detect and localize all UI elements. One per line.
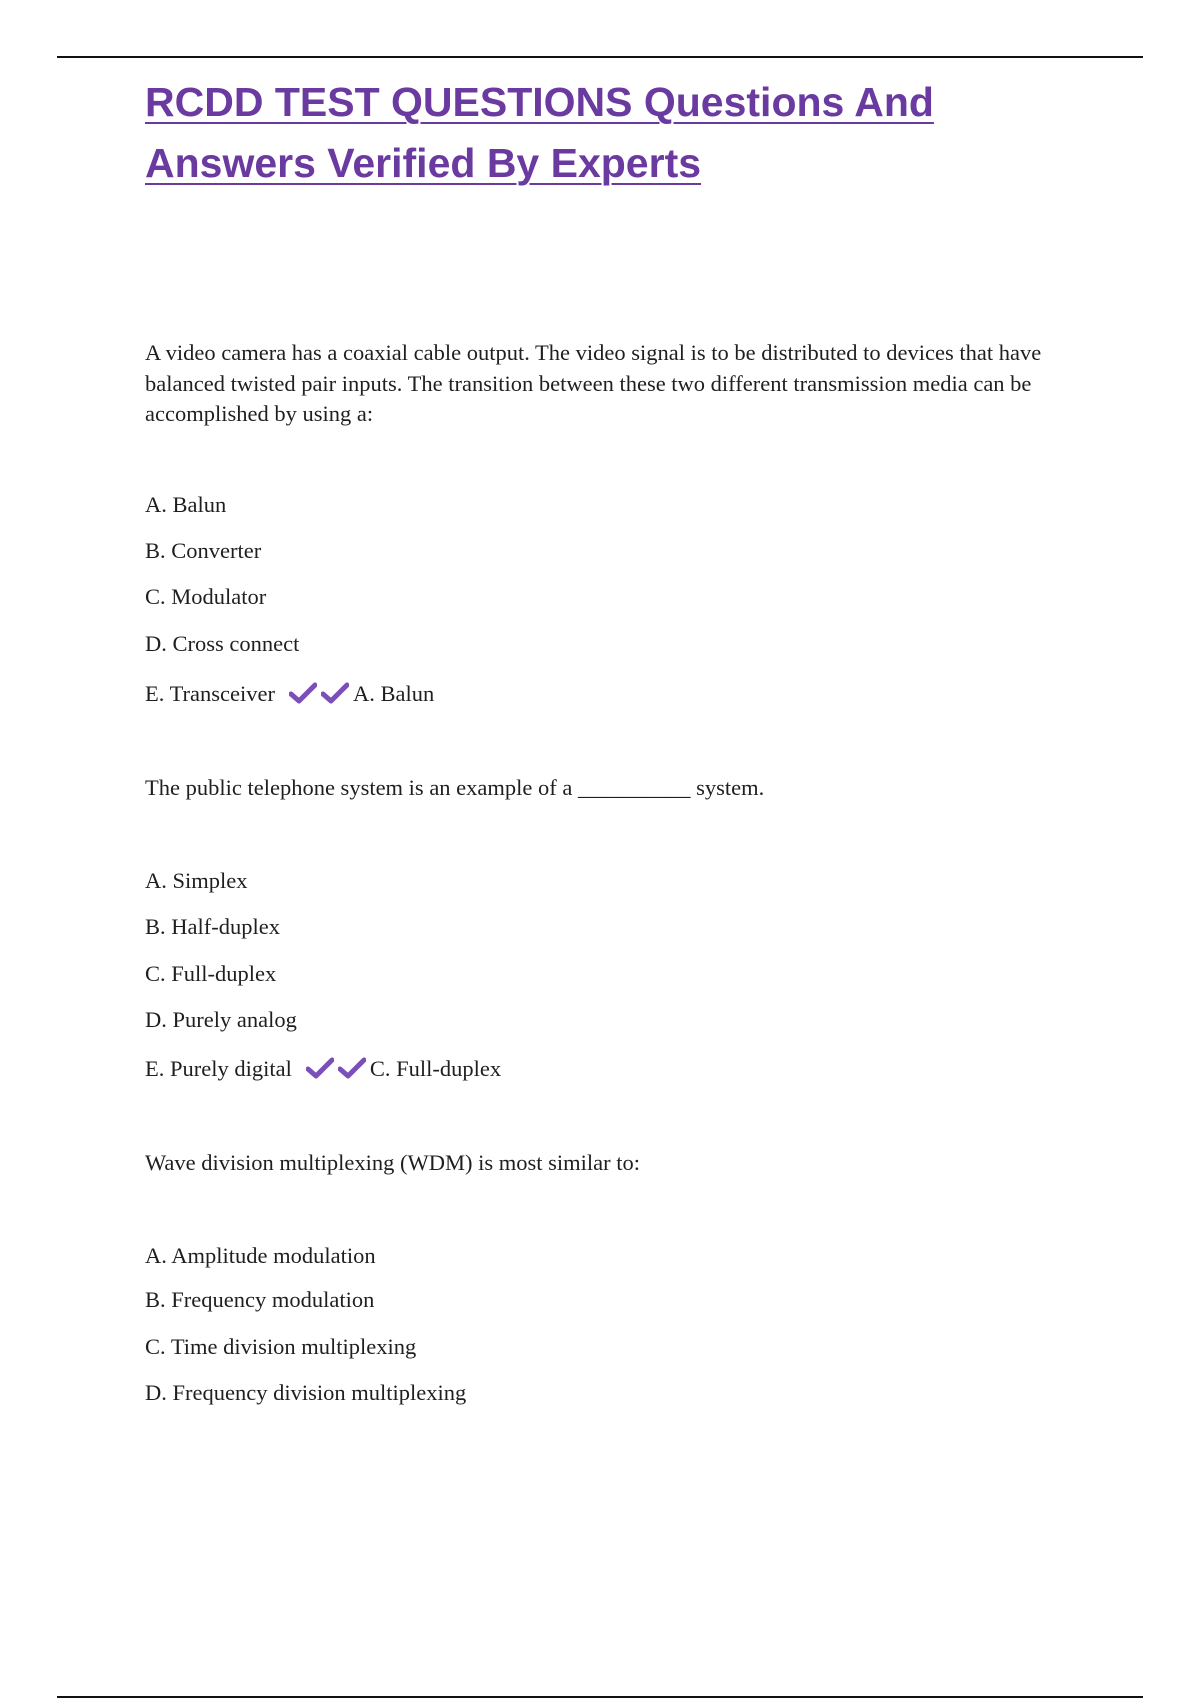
option-2c: C. Full-duplex [145,961,277,986]
check-icon [338,1057,366,1079]
question-3 [145,1148,1105,1179]
option-2e-row [145,1054,501,1084]
option-3b: B. Frequency modulation [145,1287,375,1312]
question-2 [145,773,1105,804]
question-3-text: Wave division multiplexing (WDM) is most similar to: [145,1150,641,1175]
option-2e: E. Purely digital [145,1056,292,1081]
answer-2: C. Full-duplex [369,1056,502,1081]
answer-checks [306,1057,366,1079]
option-3d: D. Frequency division multiplexing [145,1380,467,1405]
check-icon [306,1057,334,1079]
option-1e: E. Transceiver [145,681,275,706]
answer-checks [289,682,349,704]
document-title [145,72,1125,194]
top-rule [57,56,1143,58]
option-1b: B. Converter [145,538,262,563]
question-2-text: The public telephone system is an example of a __________ system. [145,775,765,800]
option-2d: D. Purely analog [145,1007,297,1032]
option-2a: A. Simplex [145,868,248,893]
option-1c: C. Modulator [145,584,267,609]
answer-1: A. Balun [352,681,435,706]
question-1 [145,338,1105,430]
option-3a: A. Amplitude modulation [145,1243,376,1268]
option-3c: C. Time division multiplexing [145,1334,417,1359]
check-icon [289,682,317,704]
option-1d: D. Cross connect [145,631,300,656]
option-2b: B. Half-duplex [145,914,280,939]
option-1a: A. Balun [145,492,227,517]
question-1-text: A video camera has a coaxial cable output. The video signal is to be distributed to devices that have balanced twisted pair inputs. The transition between these two different transmission media can be accomplished by using a: [145,340,1042,426]
title-line-1: RCDD TEST QUESTIONS Questions And [145,79,934,125]
check-icon [321,682,349,704]
option-1e-row [145,679,434,709]
title-line-2: Answers Verified By Experts [145,140,702,186]
bottom-rule [57,1696,1143,1698]
